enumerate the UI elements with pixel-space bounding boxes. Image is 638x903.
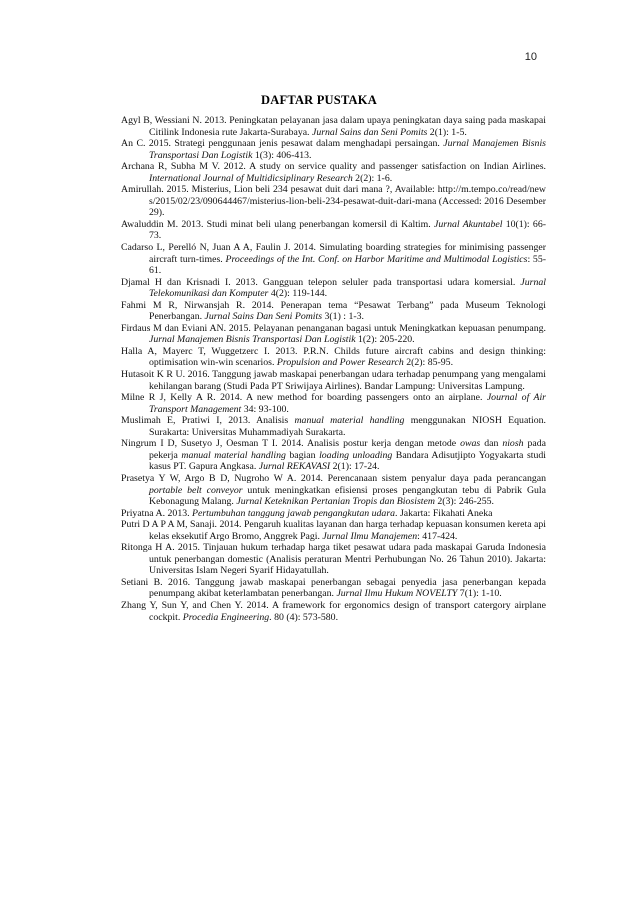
- reference-source-title: niosh: [502, 438, 524, 450]
- reference-entry: [121, 542, 546, 577]
- reference-source-title: Procedia Engineering: [182, 611, 270, 623]
- reference-text: 4(2): 119-144.: [268, 288, 328, 300]
- reference-entry: [121, 323, 546, 346]
- reference-text: Amirullah. 2015. Misterius, Lion beli 234 pesawat duit dari mana ?, Available:: [121, 184, 438, 196]
- reference-entry: [121, 438, 546, 473]
- reference-text: untuk meningkatkan efisiensi proses pengangkutan tebu di Pabrik Gula Kebonagung Malang.: [149, 484, 546, 508]
- reference-text: : 417-424.: [417, 530, 458, 542]
- reference-text: Milne R J, Kelly A R. 2014. A new method for boarding passengers onto an airplane.: [121, 392, 487, 404]
- reference-text: 2(3): 246-255.: [434, 496, 494, 508]
- reference-entry: [121, 138, 546, 161]
- reference-url: http://m.tempo.co/read/news/2015/02/23/090644467/misterius-lion-beli-234-pesawat-duit-dari-mana: [149, 184, 546, 207]
- reference-text: . 80 (4): 573-580.: [269, 611, 339, 623]
- reference-source-title: Proceedings of the Int. Conf. on Harbor Maritime and Multimodal Logistics: [225, 253, 528, 265]
- reference-source-title: Jurnal REKAVASI: [258, 461, 331, 473]
- reference-source-title: Jurnal Manajemen Bisnis Transportasi Dan Logistik: [149, 138, 546, 161]
- reference-text: Ritonga H A. 2015. Tinjauan hukum terhadap harga tiket pesawat udara pada maskapai Garuda Indonesia untuk penerbangan domestic (Analisis peraturan Mentri Perhubungan No. 26 Tahun 2010). Jakarta: Universitas Islam Negeri Syarif Hidayatullah.: [121, 542, 546, 577]
- page-number: 10: [524, 51, 537, 63]
- reference-text: Ningrum I D, Susetyo J, Oesman T I. 2014. Analisis postur kerja dengan metode: [121, 438, 461, 450]
- reference-source-title: Jurnal Ilmu Manajemen: [322, 530, 418, 542]
- reference-source-title: Jurnal Ilmu Hukum NOVELTY: [336, 588, 458, 600]
- reference-entry: [121, 600, 546, 623]
- reference-source-title: manual material handling: [181, 449, 286, 461]
- reference-text: Priyatna A. 2013.: [121, 507, 193, 519]
- reference-text: Bandara Adisutjipto Yogyakarta studi kasus PT. Gapura Angkasa.: [149, 449, 546, 473]
- reference-text: pada pekerja: [149, 438, 546, 461]
- reference-entry: [121, 473, 546, 508]
- reference-source-title: manual material handling: [294, 415, 405, 427]
- reference-text: Muslimah E, Pratiwi I, 2013. Analisis: [121, 415, 295, 427]
- reference-text: 7(1): 1-10.: [457, 588, 502, 600]
- reference-entry: [121, 369, 546, 392]
- reference-entry: [121, 508, 546, 520]
- reference-source-title: Jurnal Telekomunikasi dan Komputer: [149, 276, 546, 300]
- reference-source-title: loading unloading: [319, 449, 393, 461]
- reference-source-title: Propulsion and Power Research: [276, 357, 404, 369]
- reference-text: Cadarso L, Perelló N, Juan A A, Faulin J. 2014. Simulating boarding strategies for minimising passenger aircraft turn-times.: [121, 242, 546, 265]
- reference-text: Agyl B, Wessiani N. 2013. Peningkatan pelayanan jasa dalam upaya peningkatan daya saing pada maskapai Citilink Indonesia rute Jakarta-Surabaya.: [121, 115, 546, 138]
- reference-text: . Jakarta: Fikahati Aneka: [395, 507, 493, 519]
- reference-text: Setiani B. 2016. Tanggung jawab maskapai penerbangan sebagai penyedia jasa penerbangan kepada penumpang akibat keterlambatan penerbangan.: [121, 576, 546, 600]
- reference-text: 1(2): 205-220.: [355, 334, 415, 346]
- reference-entry: [121, 219, 546, 242]
- reference-text: 2(1): 1-5.: [427, 126, 467, 138]
- reference-text: bagian: [285, 449, 320, 461]
- reference-entry: [121, 115, 546, 138]
- reference-entry: [121, 300, 546, 323]
- reference-source-title: Jurnal Sains dan Seni Pomits: [311, 126, 428, 138]
- reference-entry: [121, 519, 546, 542]
- reference-text: : 55-61.: [149, 253, 546, 277]
- reference-text: 1(3): 406-413.: [252, 149, 312, 161]
- reference-entry: [121, 392, 546, 415]
- reference-text: 2(2): 1-6.: [352, 172, 393, 184]
- reference-text: Hutasoit K R U. 2016. Tanggung jawab maskapai penerbangan udara terhadap penumpang yang mengalami kehilangan barang (Studi Pada PT Sriwijaya Airlines). Bandar Lampung: Universitas Lampung.: [121, 369, 546, 392]
- reference-source-title: owas: [460, 438, 481, 450]
- reference-text: 34: 93-100.: [241, 403, 289, 415]
- reference-text: (Accessed: 2016 Desember 29).: [149, 195, 546, 219]
- reference-text: 3(1) : 1-3.: [322, 311, 364, 323]
- reference-list: [121, 115, 546, 623]
- reference-text: Archana R, Subha M V. 2012. A study on service quality and passenger satisfaction on Indian Airlines.: [121, 161, 546, 173]
- reference-text: An C. 2015. Strategi penggunaan jenis pesawat dalam menghadapi persaingan.: [121, 138, 444, 150]
- reference-source-title: Journal of Air Transport Management: [149, 392, 546, 415]
- reference-entry: [121, 184, 546, 219]
- reference-entry: [121, 346, 546, 369]
- reference-source-title: Jurnal Akuntabel: [434, 218, 503, 230]
- reference-text: Zhang Y, Sun Y, and Chen Y. 2014. A framework for ergonomics design of transport catergory airplane cockpit.: [121, 599, 546, 623]
- reference-text: 10(1): 66-73.: [149, 218, 546, 242]
- reference-text: menggunakan NIOSH Equation. Surakarta: Universitas Muhammadiyah Surakarta.: [149, 415, 546, 438]
- reference-text: Putri D A P A M, Sanaji. 2014. Pengaruh kualitas layanan dan harga terhadap kepuasan konsumen kereta api kelas eksekutif Argo Bromo, Anggrek Pagi.: [121, 519, 546, 542]
- reference-entry: [121, 415, 546, 438]
- reference-source-title: Jurnal Keteknikan Pertanian Tropis dan Biosistem: [236, 496, 435, 508]
- reference-text: dan: [480, 438, 503, 450]
- reference-text: 2(1): 17-24.: [330, 461, 380, 473]
- reference-text: Djamal H dan Krisnadi I. 2013. Gangguan telepon seluler pada transportasi udara komersial.: [121, 276, 521, 288]
- reference-text: 2(2): 85-95.: [403, 357, 454, 369]
- reference-text: Prasetya Y W, Argo B D, Nugroho W A. 2014. Perencanaan sistem penyalur daya pada perancangan: [121, 472, 546, 484]
- reference-entry: [121, 242, 546, 277]
- reference-source-title: International Journal of Multidicsiplinary Research: [149, 172, 353, 184]
- page-title: DAFTAR PUSTAKA: [261, 93, 377, 107]
- reference-entry: [121, 161, 546, 184]
- reference-entry: [121, 577, 546, 600]
- reference-text: Fahmi M R, Nirwansjah R. 2014. Penerapan tema “Pesawat Terbang” pada Museum Teknologi Penerbangan.: [121, 299, 546, 323]
- reference-source-title: Pertumbuhan tanggung jawab pengangkutan udara: [192, 507, 396, 519]
- reference-text: Awaluddin M. 2013. Studi minat beli ulang penerbangan komersil di Kaltim.: [121, 218, 435, 230]
- reference-source-title: Jurnal Manajemen Bisnis Transportasi Dan Logistik: [149, 334, 356, 346]
- reference-text: Firdaus M dan Eviani AN. 2015. Pelayanan penanganan bagasi untuk Meningkatkan kepuasan penumpang.: [121, 322, 546, 334]
- reference-entry: [121, 277, 546, 300]
- reference-source-title: portable belt conveyor: [149, 484, 243, 496]
- reference-source-title: Jurnal Sains Dan Seni Pomits: [204, 311, 323, 323]
- reference-text: Halla A, Mayerc T, Wuggetzerc I. 2013. P.R.N. Childs future aircraft cabins and design thinking: optimisation win-win scenarios.: [121, 345, 546, 369]
